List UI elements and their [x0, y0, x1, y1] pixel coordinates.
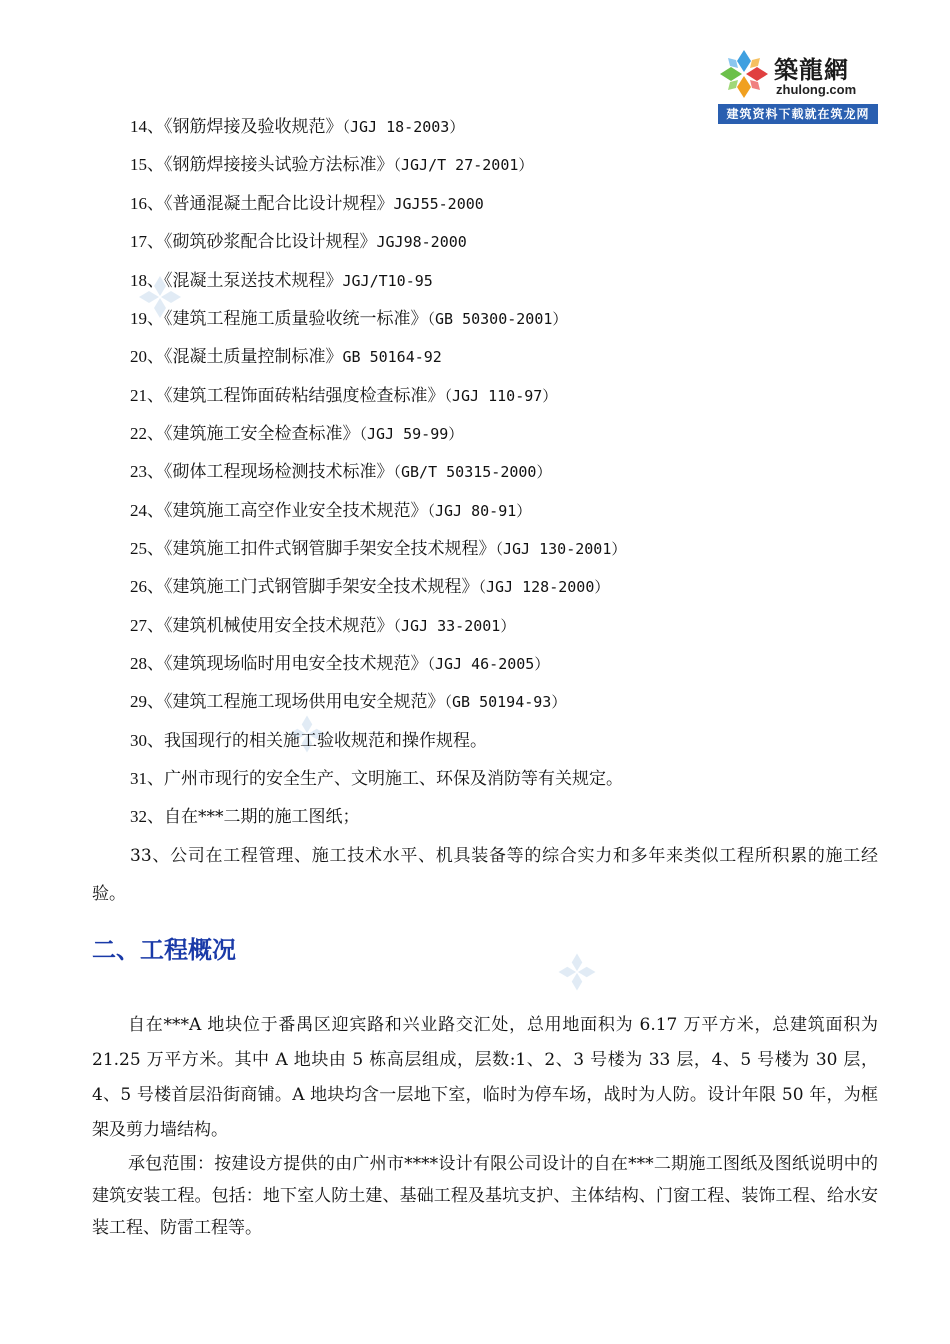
list-item-33: 33、公司在工程管理、施工技术水平、机具装备等的综合实力和多年来类似工程所积累的施工经验。 — [92, 846, 878, 904]
list-item: 24、《建筑施工高空作业安全技术规范》（JGJ 80-91） — [130, 501, 532, 521]
list-item: 23、《砌体工程现场检测技术标准》（GB/T 50315-2000） — [130, 462, 552, 482]
list-item: 19、《建筑工程施工质量验收统一标准》（GB 50300-2001） — [130, 309, 568, 329]
logo-domain: zhulong.com — [776, 82, 857, 97]
scope-paragraph: 承包范围：按建设方提供的由广州市****设计有限公司设计的自在***二期施工图纸及图纸说明中的建筑安装工程。包括：地下室人防土建、基础工程及基坑支护、主体结构、门窗工程、装饰工程、给水安装工程、防雷工程等。 — [92, 1154, 878, 1238]
list-item: 30、我国现行的相关施工验收规范和操作规程。 — [130, 731, 487, 751]
list-item: 20、《混凝土质量控制标准》GB 50164-92 — [130, 347, 442, 367]
zhulong-logo — [718, 44, 878, 126]
list-item: 32、自在***二期的施工图纸； — [130, 807, 360, 827]
list-item: 26、《建筑施工门式钢管脚手架安全技术规程》（JGJ 128-2000） — [130, 577, 610, 597]
list-item: 31、广州市现行的安全生产、文明施工、环保及消防等有关规定。 — [130, 769, 623, 789]
overview-paragraph: 自在***A 地块位于番禺区迎宾路和兴业路交汇处，总用地面积为 6.17 万平方米，总建筑面积为 21.25 万平方米。其中 A 地块由 5 栋高层组成，层数:1、2、3 号楼为 33 层，4、5 号楼为 30 层，4、5 号楼首层沿街商铺。A 地块均含一层地下室，临时为停车场，战时为人防。设计年限 50 年，为框架及剪力墙结构。 — [92, 1015, 878, 1140]
logo-name: 築龍網 — [774, 56, 849, 84]
list-item: 15、《钢筋焊接接头试验方法标准》（JGJ/T 27-2001） — [130, 155, 534, 175]
logo-snowflake-icon — [718, 48, 770, 100]
list-item: 21、《建筑工程饰面砖粘结强度检查标准》（JGJ 110-97） — [130, 386, 558, 406]
list-item: 27、《建筑机械使用安全技术规范》（JGJ 33-2001） — [130, 616, 516, 636]
list-item: 25、《建筑施工扣件式钢管脚手架安全技术规程》（JGJ 130-2001） — [130, 539, 627, 559]
list-item: 14、《钢筋焊接及验收规范》（JGJ 18-2003） — [130, 117, 465, 137]
list-item: 29、《建筑工程施工现场供用电安全规范》（GB 50194-93） — [130, 692, 567, 712]
list-item: 17、《砌筑砂浆配合比设计规程》JGJ98-2000 — [130, 232, 467, 252]
logo-slogan: 建筑资料下载就在筑龙网 — [718, 104, 878, 124]
list-item: 16、《普通混凝土配合比设计规程》JGJ55-2000 — [130, 194, 484, 214]
watermark-icon — [555, 950, 599, 994]
list-item: 22、《建筑施工安全检查标准》（JGJ 59-99） — [130, 424, 464, 444]
list-item: 28、《建筑现场临时用电安全技术规范》（JGJ 46-2005） — [130, 654, 550, 674]
section-heading: 二、工程概况 — [92, 936, 236, 964]
list-item: 18、《混凝土泵送技术规程》JGJ/T10-95 — [130, 271, 433, 291]
